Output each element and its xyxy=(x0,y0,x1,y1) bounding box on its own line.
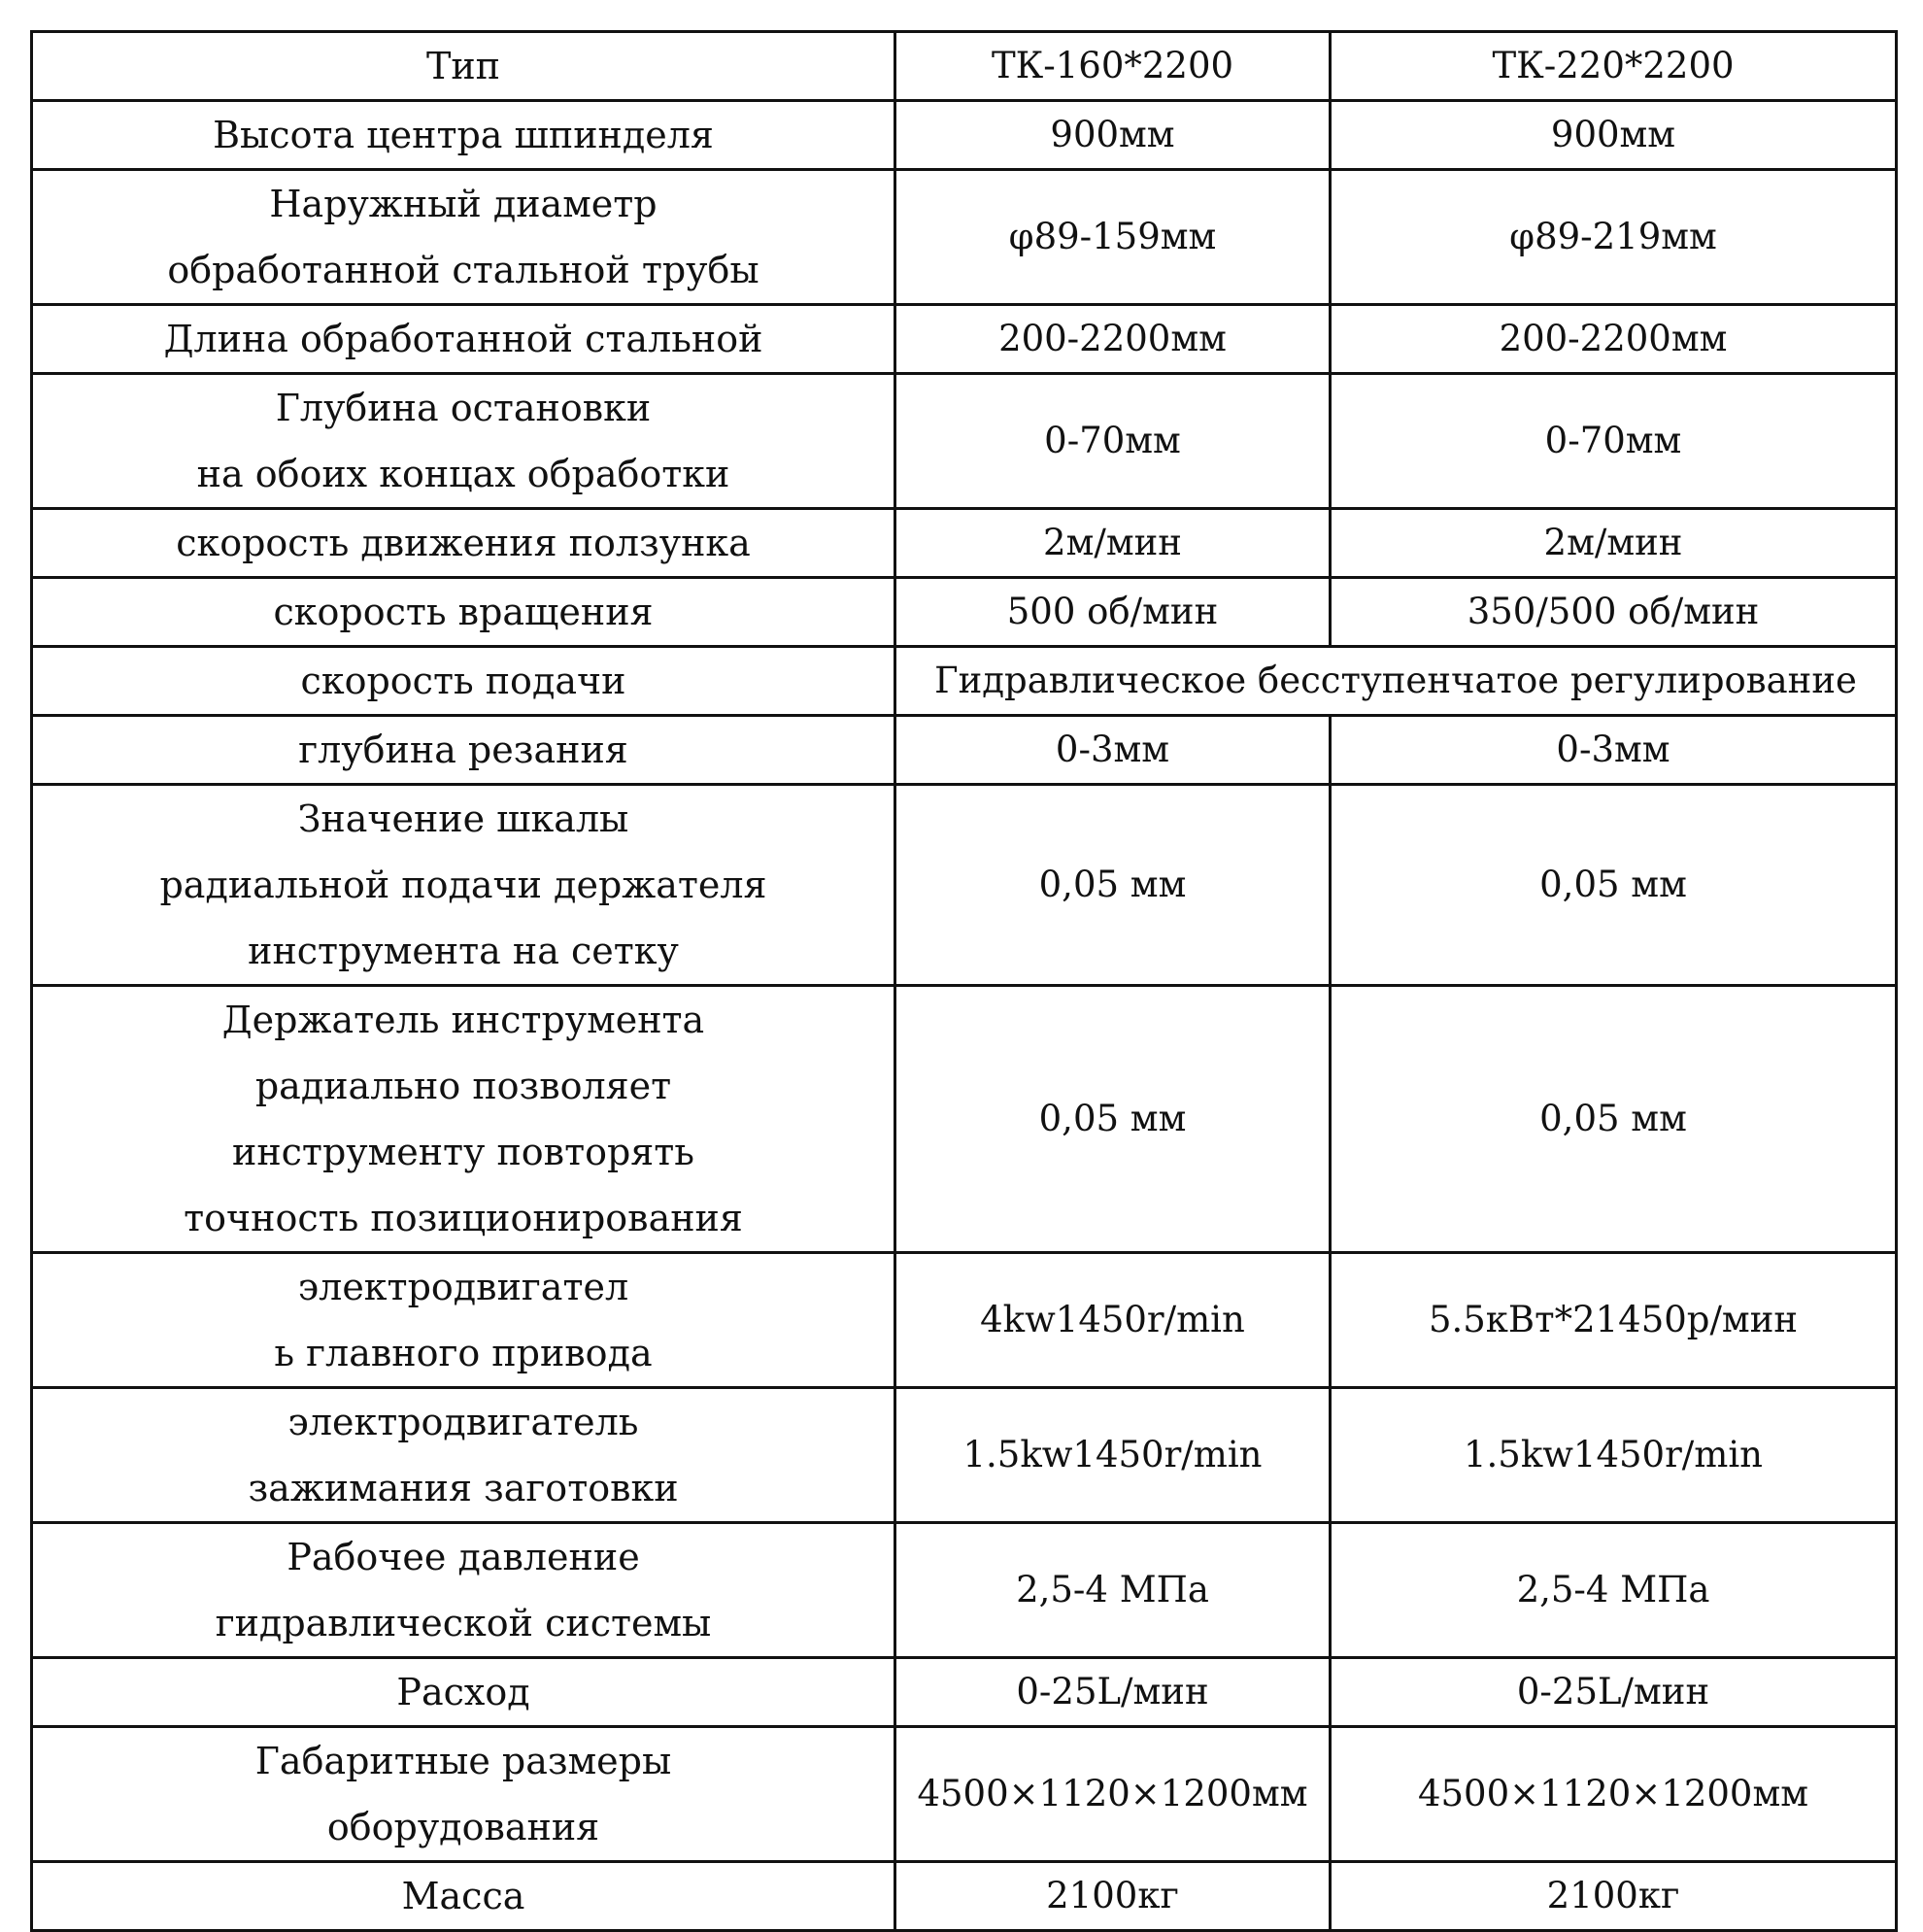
param-label: электродвигател ь главного привода xyxy=(32,1253,895,1388)
param-label: глубина резания xyxy=(32,716,895,785)
param-label: Масса xyxy=(32,1862,895,1931)
value-model-a: φ89-159мм xyxy=(895,170,1331,305)
header-model-b: ТК-220*2200 xyxy=(1331,32,1897,101)
param-label: Значение шкалы радиальной подачи держателя инструмента на сетку xyxy=(32,785,895,986)
value-model-a: 200-2200мм xyxy=(895,305,1331,374)
value-model-b: 2100кг xyxy=(1331,1862,1897,1931)
value-model-b: 0-3мм xyxy=(1331,716,1897,785)
value-model-a: 4kw1450r/min xyxy=(895,1253,1331,1388)
table-row xyxy=(32,1388,1897,1523)
header-type-label: Тип xyxy=(32,32,895,101)
table-row xyxy=(32,509,1897,578)
value-model-b: φ89-219мм xyxy=(1331,170,1897,305)
value-model-a: 500 об/мин xyxy=(895,578,1331,647)
table-row xyxy=(32,1658,1897,1727)
param-label: Наружный диаметр обработанной стальной трубы xyxy=(32,170,895,305)
table-row xyxy=(32,374,1897,509)
value-model-a: 2м/мин xyxy=(895,509,1331,578)
table-row xyxy=(32,647,1897,716)
table-row xyxy=(32,101,1897,170)
value-model-b: 0,05 мм xyxy=(1331,986,1897,1253)
value-model-b: 200-2200мм xyxy=(1331,305,1897,374)
value-merged: Гидравлическое бесступенчатое регулирование xyxy=(895,647,1897,716)
param-label: Высота центра шпинделя xyxy=(32,101,895,170)
value-model-b: 5.5кВт*21450р/мин xyxy=(1331,1253,1897,1388)
value-model-b: 350/500 об/мин xyxy=(1331,578,1897,647)
table-header-row xyxy=(32,32,1897,101)
table-row xyxy=(32,1727,1897,1862)
table-row xyxy=(32,1862,1897,1931)
spec-table xyxy=(30,30,1898,1932)
value-model-b: 900мм xyxy=(1331,101,1897,170)
param-label: Габаритные размеры оборудования xyxy=(32,1727,895,1862)
value-model-a: 0,05 мм xyxy=(895,986,1331,1253)
value-model-b: 1.5kw1450r/min xyxy=(1331,1388,1897,1523)
table-row xyxy=(32,716,1897,785)
value-model-b: 0,05 мм xyxy=(1331,785,1897,986)
value-model-b: 2м/мин xyxy=(1331,509,1897,578)
param-label: скорость вращения xyxy=(32,578,895,647)
param-label: электродвигатель зажимания заготовки xyxy=(32,1388,895,1523)
value-model-a: 0-25L/мин xyxy=(895,1658,1331,1727)
param-label: скорость движения ползунка xyxy=(32,509,895,578)
value-model-a: 2100кг xyxy=(895,1862,1331,1931)
value-model-a: 4500×1120×1200мм xyxy=(895,1727,1331,1862)
table-row xyxy=(32,986,1897,1253)
value-model-b: 2,5-4 МПа xyxy=(1331,1523,1897,1658)
value-model-a: 0-3мм xyxy=(895,716,1331,785)
param-label: Глубина остановки на обоих концах обработки xyxy=(32,374,895,509)
header-model-a: ТК-160*2200 xyxy=(895,32,1331,101)
table-row xyxy=(32,578,1897,647)
table-row xyxy=(32,170,1897,305)
value-model-a: 900мм xyxy=(895,101,1331,170)
value-model-a: 2,5-4 МПа xyxy=(895,1523,1331,1658)
value-model-a: 1.5kw1450r/min xyxy=(895,1388,1331,1523)
value-model-b: 0-70мм xyxy=(1331,374,1897,509)
table-row xyxy=(32,305,1897,374)
table-row xyxy=(32,785,1897,986)
param-label: Расход xyxy=(32,1658,895,1727)
param-label: Длина обработанной стальной xyxy=(32,305,895,374)
param-label: скорость подачи xyxy=(32,647,895,716)
table-row xyxy=(32,1253,1897,1388)
table-row xyxy=(32,1523,1897,1658)
value-model-a: 0-70мм xyxy=(895,374,1331,509)
value-model-b: 0-25L/мин xyxy=(1331,1658,1897,1727)
param-label: Держатель инструмента радиально позволяет инструменту повторять точность позиционирования xyxy=(32,986,895,1253)
value-model-b: 4500×1120×1200мм xyxy=(1331,1727,1897,1862)
param-label: Рабочее давление гидравлической системы xyxy=(32,1523,895,1658)
value-model-a: 0,05 мм xyxy=(895,785,1331,986)
